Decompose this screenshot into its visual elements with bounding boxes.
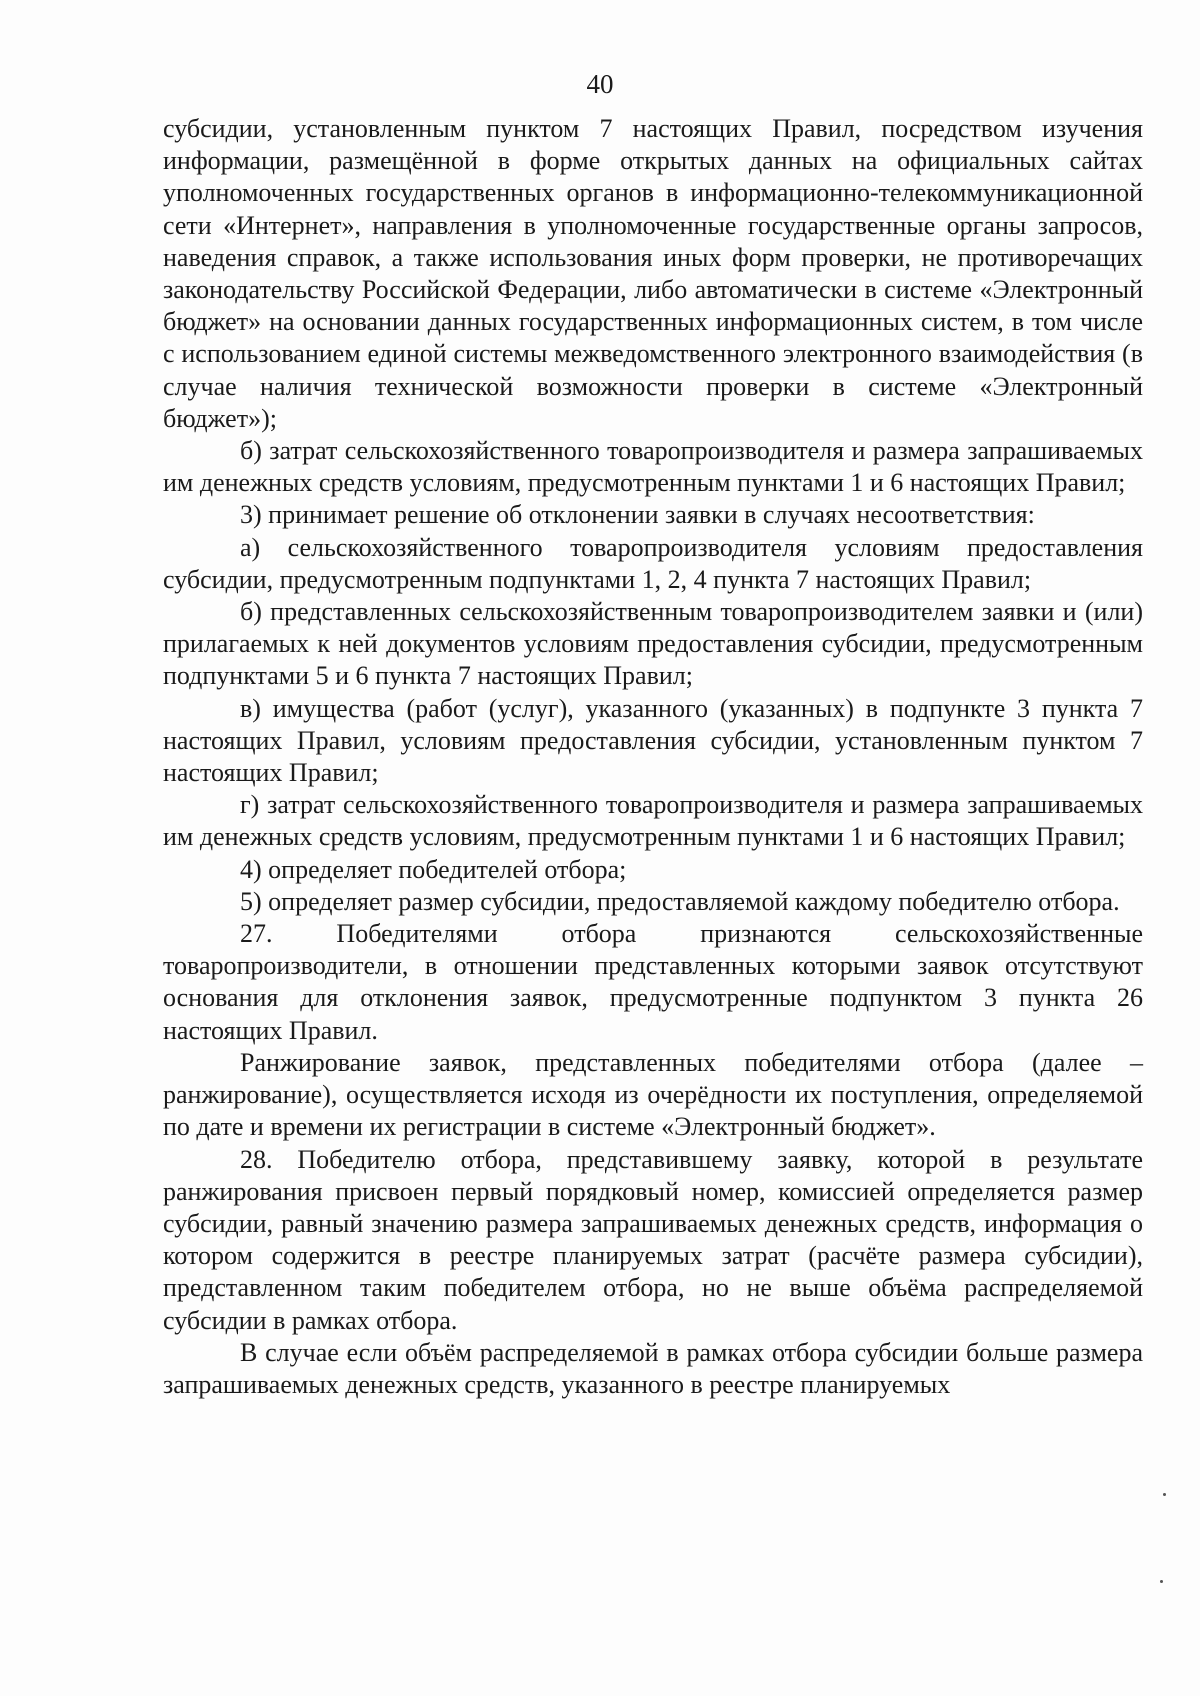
paragraph-final: В случае если объём распределяемой в рамках отбора субсидии больше размера запрашиваемых денежных средств, указанного в реестре планируемых <box>163 1337 1143 1399</box>
paragraph-ranking: Ранжирование заявок, представленных победителями отбора (далее – ранжирование), осуществляется исходя из очерёдности их поступления, определяемой по дате и времени их регистрации в системе «Электронный бюджет». <box>163 1047 1143 1142</box>
scan-speck <box>1163 1493 1166 1496</box>
paragraph-clause-28: 28. Победителю отбора, представившему заявку, которой в результате ранжирования присвоен первый порядковый номер, комиссией определяется размер субсидии, равный значению размера запрашиваемых денежных средств, информация о котором содержится в реестре планируемых затрат (расчёте размера субсидии), представленном таким победителем отбора, но не выше объёма распределяемой субсидии в рамках отбора. <box>163 1144 1143 1335</box>
paragraph-subitem-g: г) затрат сельскохозяйственного товаропроизводителя и размера запрашиваемых им денежных средств условиям, предусмотренным пунктами 1 и 6 настоящих Правил; <box>163 790 1143 852</box>
paragraph-item-3: 3) принимает решение об отклонении заявки в случаях несоответствия: <box>240 500 1035 530</box>
scan-speck <box>1160 1580 1163 1583</box>
paragraph-clause-27: 27. Победителями отбора признаются сельскохозяйственные товаропроизводители, в отношении представленных которыми заявок отсутствуют основания для отклонения заявок, предусмотренные подпунктом 3 пункта 26 настоящих Правил. <box>163 919 1143 1045</box>
paragraph-subitem-a: а) сельскохозяйственного товаропроизводителя условиям предоставления субсидии, предусмотренным подпунктами 1, 2, 4 пункта 7 настоящих Правил; <box>163 532 1143 594</box>
page-number: 40 <box>586 69 614 99</box>
paragraph-item-5: 5) определяет размер субсидии, предоставляемой каждому победителю отбора. <box>240 886 1120 916</box>
document-body <box>163 113 1143 1401</box>
paragraph-continued: субсидии, установленным пунктом 7 настоящих Правил, посредством изучения информации, размещённой в форме открытых данных на официальных сайтах уполномоченных государственных органов в информационно-телекоммуникационной сети «Интернет», направления в уполномоченные государственные органы запросов, наведения справок, а также использования иных форм проверки, не противоречащих законодательству Российской Федерации, либо автоматически в системе «Электронный бюджет» на основании данных государственных информационных систем, в том числе с использованием единой системы межведомственного электронного взаимодействия (в случае наличия технической возможности проверки в системе «Электронный бюджет»); <box>163 114 1143 433</box>
paragraph-subitem-b-2: б) представленных сельскохозяйственным товаропроизводителем заявки и (или) прилагаемых к ней документов условиям предоставления субсидии, предусмотренным подпунктами 5 и 6 пункта 7 настоящих Правил; <box>163 597 1143 691</box>
paragraph-item-4: 4) определяет победителей отбора; <box>240 854 627 884</box>
paragraph-subitem-v: в) имущества (работ (услуг), указанного (указанных) в подпункте 3 пункта 7 настоящих Правил, условиям предоставления субсидии, установленным пунктом 7 настоящих Правил; <box>163 693 1143 788</box>
paragraph-subitem-b: б) затрат сельскохозяйственного товаропроизводителя и размера запрашиваемых им денежных средств условиям, предусмотренным пунктами 1 и 6 настоящих Правил; <box>163 436 1143 498</box>
